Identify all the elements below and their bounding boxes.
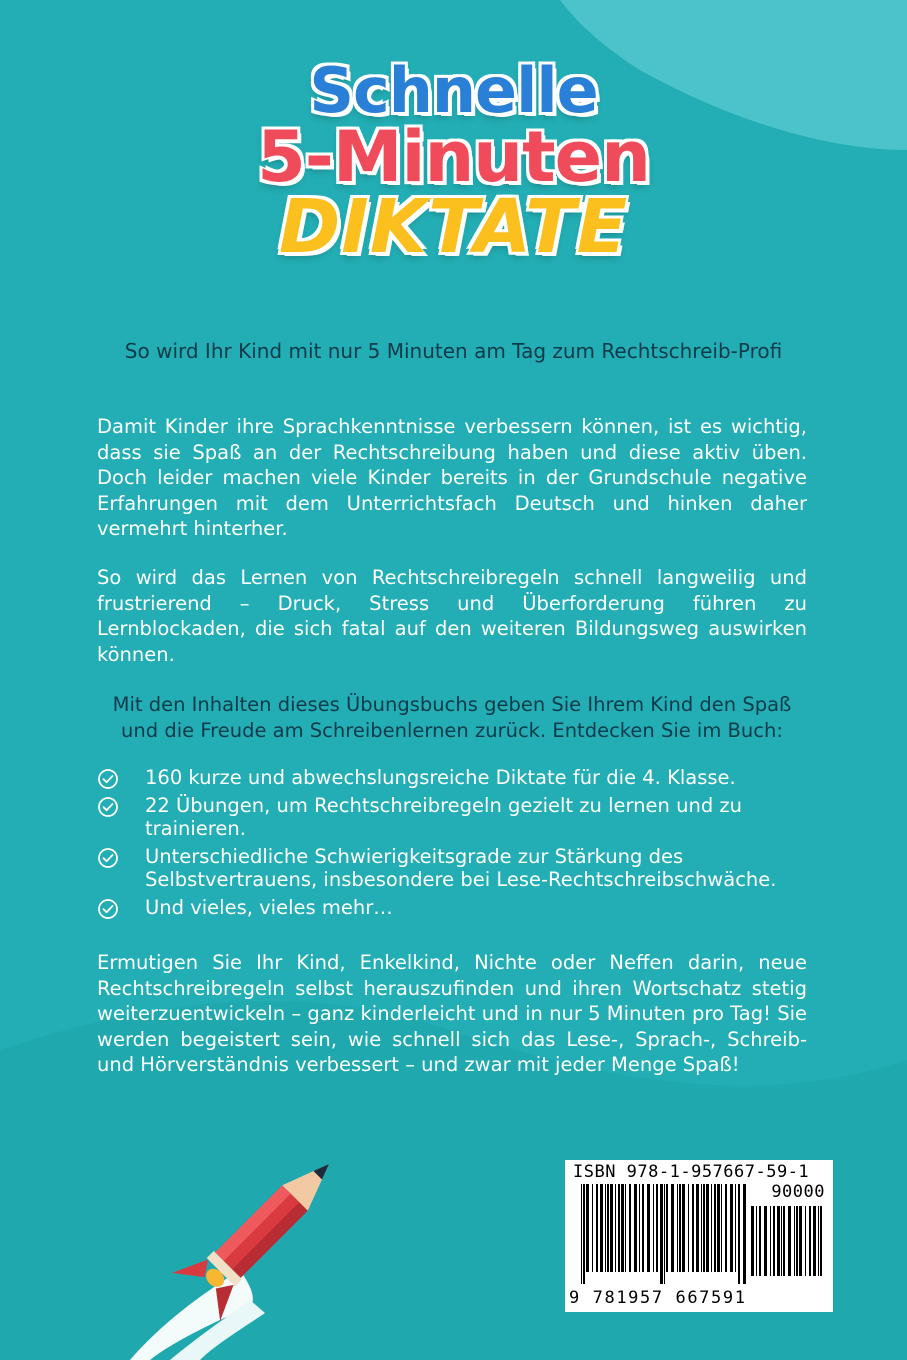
list-item [97, 794, 797, 840]
isbn-label: ISBN 978-1-957667-59-1 [573, 1162, 810, 1182]
ean-digits: 9 781957 667591 [569, 1288, 747, 1308]
book-title [0, 54, 907, 270]
feature-text: Unterschiedliche Schwierigkeitsgrade zur Stärkung des Selbstvertrauens, insbesondere bei Lese-Rechtschreibschwäche. [145, 845, 777, 891]
paragraph-3: Ermutigen Sie Ihr Kind, Enkelkind, Nichte oder Neffen darin, neue Rechtschreibregeln selbst herauszufinden und ihren Wortschatz stetig weiterzuentwickeln – ganz kinderleicht und in nur 5 Minuten pro Tag! Sie werden begeistert sein, wie schnell sich das Lese-, Sprach-, Schreib- und Hörverständnis verbessert – und zwar mit jeder Menge Spaß! [97, 951, 807, 1076]
check-circle-icon [97, 898, 119, 920]
list-item [97, 766, 797, 789]
isbn-barcode [565, 1160, 833, 1312]
list-item [97, 845, 797, 891]
check-circle-icon [97, 847, 119, 869]
paragraph-1: Damit Kinder ihre Sprachkenntnisse verbessern können, ist es wichtig, dass sie Spaß an der Rechtschreibung haben und diese aktiv üben. Doch leider machen viele Kinder bereits in der Grundschule negative Erfahrungen mit dem Unterrichtsfach Deutsch und hinken daher vermehrt hinterher. [97, 415, 807, 540]
paragraph-2: So wird das Lernen von Rechtschreibregeln schnell langweilig und frustrierend – Druck, Stress und Überforderung führen zu Lernblockaden, die sich fatal auf den weiteren Bildungsweg auswirken können. [97, 566, 807, 666]
title-line-5-minuten: 5-Minuten [257, 116, 650, 198]
feature-text: Und vieles, vieles mehr… [145, 896, 393, 919]
list-item [97, 896, 797, 919]
feature-text: 22 Übungen, um Rechtschreibregeln gezielt zu lernen und zu trainieren. [145, 794, 742, 840]
addon-barcode-bars [751, 1206, 825, 1288]
rocket-pencil-icon [130, 1145, 360, 1360]
feature-intro: Mit den Inhalten dieses Übungsbuchs geben Sie Ihrem Kind den Spaß und die Freude am Schreibenlernen zurück. Entdecken Sie im Buch: [112, 693, 792, 742]
title-line-diktate: DIKTATE [278, 184, 629, 270]
title-line-schnelle: Schnelle [309, 54, 598, 127]
feature-list [97, 766, 797, 924]
check-circle-icon [97, 768, 119, 790]
price-code: 90000 [771, 1182, 825, 1202]
feature-text: 160 kurze und abwechslungsreiche Diktate für die 4. Klasse. [145, 766, 736, 789]
check-circle-icon [97, 796, 119, 818]
subtitle: So wird Ihr Kind mit nur 5 Minuten am Tag zum Rechtschreib-Profi [124, 339, 783, 363]
barcode-bars [581, 1184, 747, 1284]
